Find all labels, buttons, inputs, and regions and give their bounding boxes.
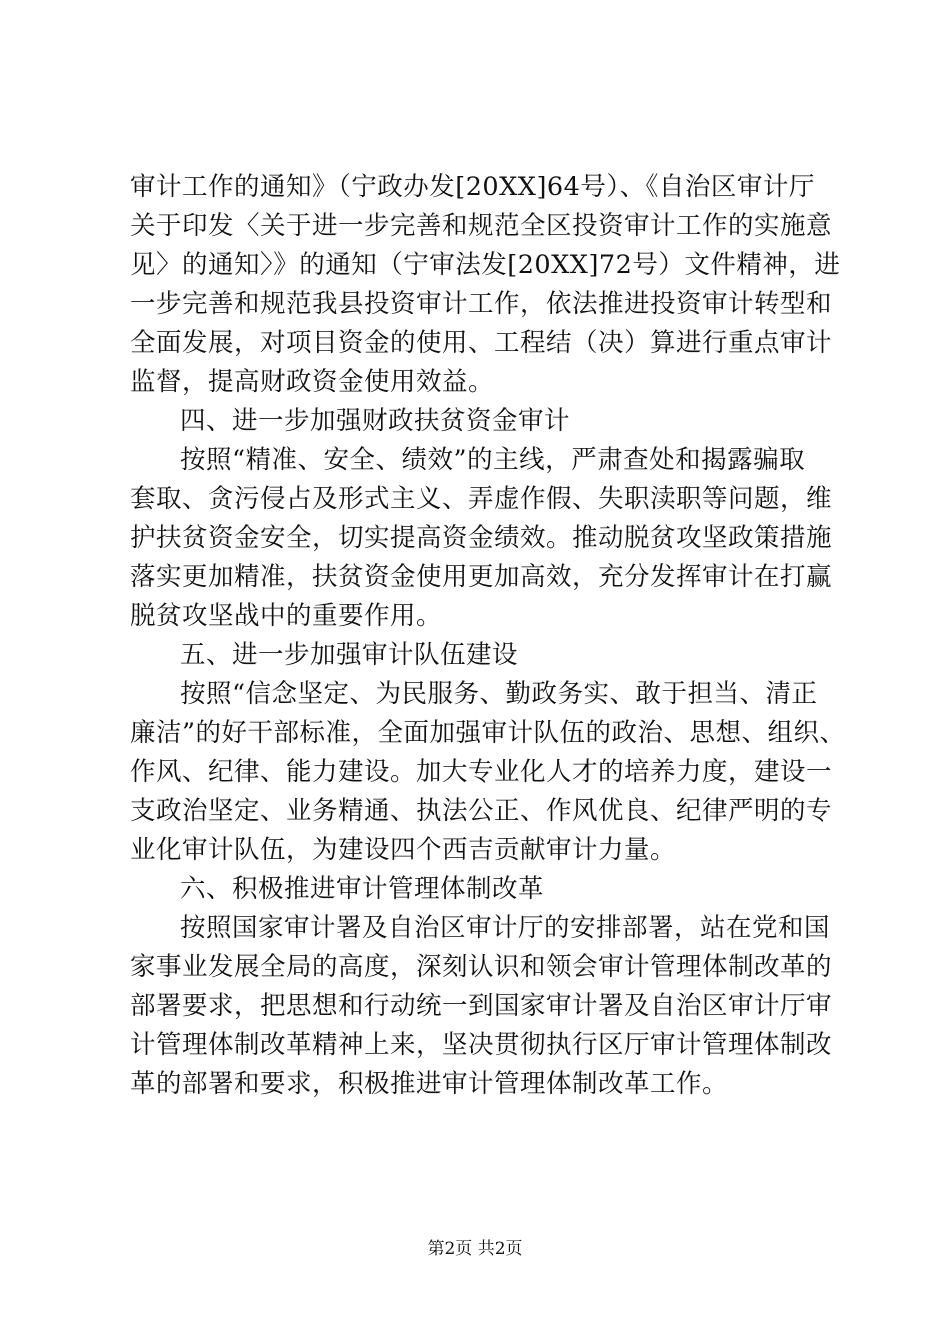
paragraph	[130, 675, 846, 870]
text-line: 革的部署和要求，积极推进审计管理体制改革工作。	[130, 1069, 729, 1099]
text-line: 脱贫攻坚战中的重要作用。	[130, 601, 443, 631]
document-body	[130, 168, 846, 1104]
text-line: 按照“精准、安全、绩效”的主线，严肃查处和揭露骗取	[180, 445, 806, 475]
paragraph	[130, 441, 833, 636]
text-line: 业化审计队伍，为建设四个西吉贡献审计力量。	[130, 835, 677, 865]
text-line: 见〉的通知〉》的通知（宁审法发[20XX]72号）文件精神，进	[130, 250, 841, 280]
text-line: 护扶贫资金安全，切实提高资金绩效。推动脱贫攻坚政策措施	[130, 523, 833, 553]
text-line: 作风、纪律、能力建设。加大专业化人才的培养力度，建设一	[130, 757, 833, 787]
text-line: 落实更加精准，扶贫资金使用更加高效，充分发挥审计在打赢	[130, 562, 833, 592]
text-line: 支政治坚定、业务精通、执法公正、作风优良、纪律严明的专	[130, 796, 833, 826]
text-line: 按照“信念坚定、为民服务、勤政务实、敢于担当、清正	[180, 679, 818, 709]
section-heading: 六、积极推进审计管理体制改革	[180, 874, 545, 904]
paragraph	[130, 168, 841, 402]
section-heading: 五、进一步加强审计队伍建设	[180, 640, 519, 670]
text-line: 关于印发〈关于进一步完善和规范全区投资审计工作的实施意	[130, 211, 833, 241]
text-line: 家事业发展全局的高度，深刻认识和领会审计管理体制改革的	[130, 952, 833, 982]
text-line: 全面发展，对项目资金的使用、工程结（决）算进行重点审计	[130, 328, 833, 358]
paragraph	[130, 909, 833, 1104]
text-line: 廉洁”的好干部标准，全面加强审计队伍的政治、思想、组织、	[130, 718, 846, 748]
text-line: 套取、贪污侵占及形式主义、弄虚作假、失职渎职等问题，维	[130, 484, 833, 514]
text-line: 审计工作的通知》（宁政办发[20XX]64号）、《自治区审计厅	[130, 172, 815, 202]
text-line: 部署要求，把思想和行动统一到国家审计署及自治区审计厅审	[130, 991, 833, 1021]
text-line: 按照国家审计署及自治区审计厅的安排部署，站在党和国	[180, 913, 831, 943]
page-number-footer: 第2页 共2页	[427, 1239, 523, 1259]
section-heading: 四、进一步加强财政扶贫资金审计	[180, 406, 571, 436]
text-line: 一步完善和规范我县投资审计工作，依法推进投资审计转型和	[130, 289, 833, 319]
text-line: 计管理体制改革精神上来，坚决贯彻执行区厅审计管理体制改	[130, 1030, 833, 1060]
text-line: 监督，提高财政资金使用效益。	[130, 367, 495, 397]
